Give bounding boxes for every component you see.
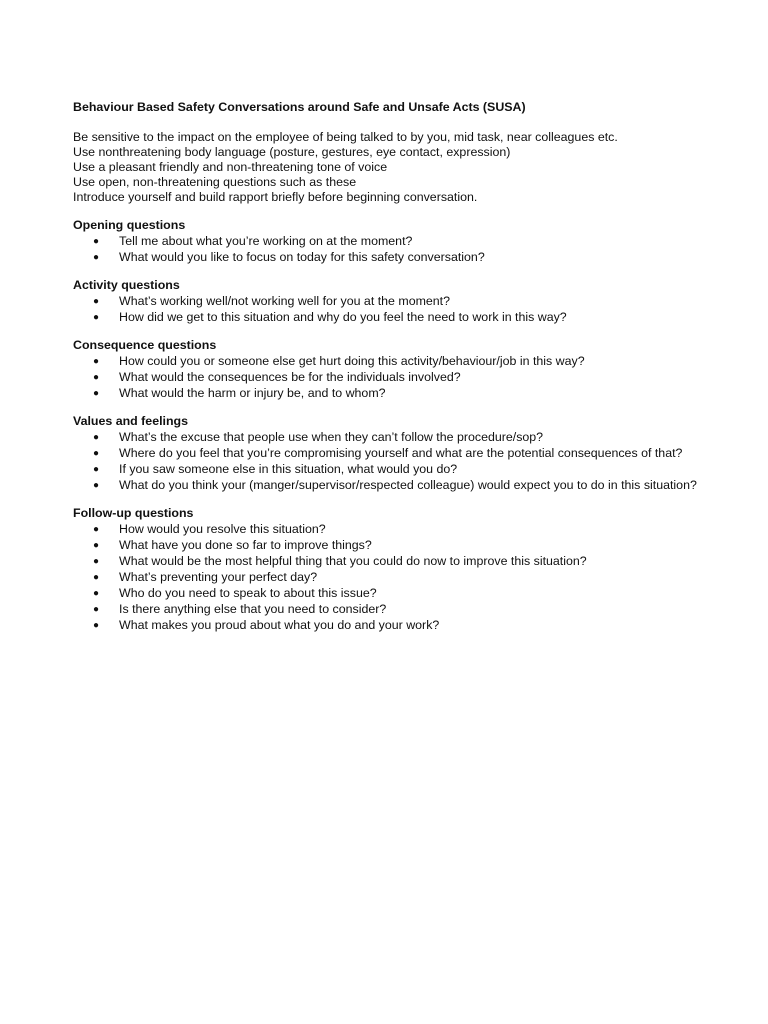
question-item (73, 310, 713, 325)
bullet-icon: ● (93, 524, 100, 535)
question-item (73, 294, 713, 309)
question-item (73, 234, 713, 249)
section-heading: Opening questions (73, 218, 186, 232)
intro-line: Use open, non-threatening questions such as these (73, 175, 357, 189)
question-item (73, 386, 713, 401)
bullet-icon: ● (93, 448, 100, 459)
question-text: Where do you feel that you’re compromising yourself and what are the potential consequences of that? (119, 446, 683, 460)
question-list (73, 522, 713, 633)
question-item (73, 370, 713, 385)
question-text: How would you resolve this situation? (119, 522, 326, 536)
question-list (73, 430, 713, 493)
question-section (73, 218, 713, 265)
bullet-icon: ● (93, 296, 100, 307)
question-item (73, 538, 713, 553)
question-text: What would be the most helpful thing that you could do now to improve this situation? (119, 554, 587, 568)
intro-line: Be sensitive to the impact on the employee of being talked to by you, mid task, near colleagues etc. (73, 130, 618, 144)
question-text: What would the consequences be for the individuals involved? (119, 370, 461, 384)
bullet-icon: ● (93, 480, 100, 491)
bullet-icon: ● (93, 372, 100, 383)
question-section (73, 414, 713, 493)
bullet-icon: ● (93, 236, 100, 247)
bullet-icon: ● (93, 604, 100, 615)
bullet-icon: ● (93, 252, 100, 263)
section-heading: Activity questions (73, 278, 180, 292)
question-item (73, 446, 713, 461)
document-title: Behaviour Based Safety Conversations around Safe and Unsafe Acts (SUSA) (73, 100, 526, 114)
section-heading: Consequence questions (73, 338, 217, 352)
intro-line: Introduce yourself and build rapport briefly before beginning conversation. (73, 190, 478, 204)
bullet-icon: ● (93, 464, 100, 475)
question-section (73, 506, 713, 633)
question-text: How could you or someone else get hurt doing this activity/behaviour/job in this way? (119, 354, 585, 368)
question-text: What’s preventing your perfect day? (119, 570, 318, 584)
question-item (73, 250, 713, 265)
bullet-icon: ● (93, 556, 100, 567)
question-item (73, 602, 713, 617)
question-item (73, 554, 713, 569)
question-text: If you saw someone else in this situation, what would you do? (119, 462, 458, 476)
question-item (73, 430, 713, 445)
question-list (73, 234, 713, 265)
section-heading: Values and feelings (73, 414, 189, 428)
question-sections (73, 218, 713, 633)
bullet-icon: ● (93, 588, 100, 599)
question-section (73, 338, 713, 401)
question-item (73, 354, 713, 369)
question-list (73, 354, 713, 401)
section-heading: Follow-up questions (73, 506, 194, 520)
bullet-icon: ● (93, 388, 100, 399)
bullet-icon: ● (93, 356, 100, 367)
question-item (73, 462, 713, 477)
bullet-icon: ● (93, 540, 100, 551)
bullet-icon: ● (93, 312, 100, 323)
question-item (73, 618, 713, 633)
question-text: What’s working well/not working well for you at the moment? (119, 294, 451, 308)
question-text: How did we get to this situation and why do you feel the need to work in this way? (119, 310, 567, 324)
document-page (73, 100, 713, 646)
intro-line: Use nonthreatening body language (posture, gestures, eye contact, expression) (73, 145, 511, 159)
question-text: Tell me about what you’re working on at the moment? (119, 234, 413, 248)
question-text: What would you like to focus on today for this safety conversation? (119, 250, 485, 264)
bullet-icon: ● (93, 432, 100, 443)
question-list (73, 294, 713, 325)
question-text: Who do you need to speak to about this issue? (119, 586, 377, 600)
question-text: What’s the excuse that people use when they can’t follow the procedure/sop? (119, 430, 544, 444)
intro-guidelines (73, 130, 713, 205)
question-item (73, 586, 713, 601)
question-section (73, 278, 713, 325)
question-text: Is there anything else that you need to consider? (119, 602, 387, 616)
intro-line: Use a pleasant friendly and non-threatening tone of voice (73, 160, 388, 174)
question-text: What do you think your (manger/supervisor/respected colleague) would expect you to do in this situation? (119, 478, 697, 492)
question-text: What would the harm or injury be, and to whom? (119, 386, 386, 400)
bullet-icon: ● (93, 620, 100, 631)
question-item (73, 570, 713, 585)
question-text: What have you done so far to improve things? (119, 538, 372, 552)
question-item (73, 478, 713, 493)
question-item (73, 522, 713, 537)
bullet-icon: ● (93, 572, 100, 583)
question-text: What makes you proud about what you do and your work? (119, 618, 440, 632)
